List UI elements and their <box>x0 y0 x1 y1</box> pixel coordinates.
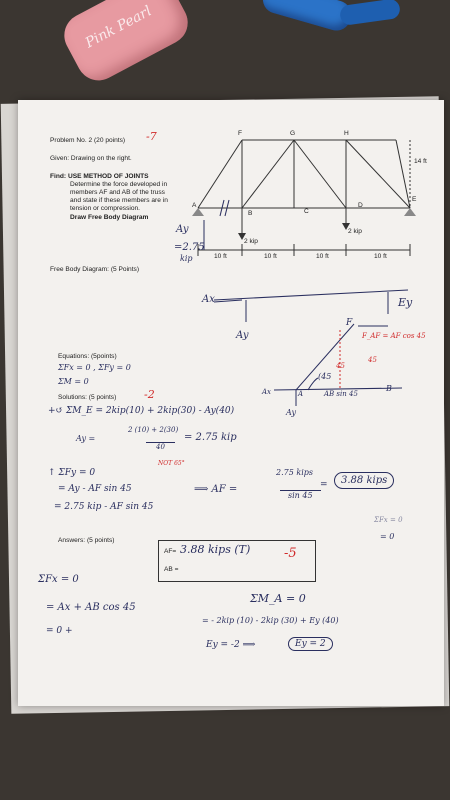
load-d-label: 2 kip <box>348 228 362 235</box>
find-line-1: Determine the force developed in <box>70 181 168 188</box>
member-bg <box>242 140 294 208</box>
fx-line-2: = 0 + <box>46 626 73 636</box>
answer-grade: -5 <box>284 546 297 561</box>
angle-arc <box>308 378 318 390</box>
sol-ay-lhs: Ay = <box>76 434 96 443</box>
equation-2: ΣM = 0 <box>58 377 89 386</box>
grade-solutions: -2 <box>144 388 155 401</box>
ay-label: Ay <box>176 224 189 235</box>
height-label: 14 ft <box>414 158 427 165</box>
member-gd <box>294 140 346 208</box>
span-1: 10 ft <box>214 253 227 260</box>
support-e <box>404 208 416 216</box>
pink-eraser <box>57 0 196 88</box>
sol-moment: +↺ ΣM_E = 2kip(10) + 2kip(30) - Ay(40) <box>48 406 235 416</box>
joint-ab-label: AB sin 45 <box>324 390 358 398</box>
not-65-note: NOT 65° <box>158 460 185 467</box>
given-line: Given: Drawing on the right. <box>50 155 132 162</box>
joint-ay-label: Ay <box>286 408 296 417</box>
find-line-3: and state if these members are in <box>70 197 168 204</box>
af-equals: = <box>320 480 328 490</box>
sol-fy: ↑ ΣFy = 0 <box>48 468 96 478</box>
fbd-heading: Free Body Diagram: (5 Points) <box>50 266 140 273</box>
span-3: 10 ft <box>316 253 329 260</box>
arrow-af: ⟹ AF = <box>194 484 238 495</box>
sol-ay-num: 2 (10) + 2(30) <box>128 426 179 434</box>
right-zero: = 0 <box>380 532 395 541</box>
load-b-label: 2 kip <box>244 238 258 245</box>
af-boxed-result: 3.88 kips <box>334 472 394 489</box>
joint-b-label: B <box>386 384 392 393</box>
span-4: 10 ft <box>374 253 387 260</box>
node-d: D <box>358 202 363 209</box>
fbd-instruction: Draw Free Body Diagram <box>70 214 149 221</box>
ay-unit: kip <box>180 254 193 263</box>
fbd-ax-label: Ax <box>202 294 215 305</box>
ma-label: ΣM_A = 0 <box>250 592 306 605</box>
eraser-label: Pink Pearl <box>82 3 155 52</box>
ey-line: Ey = -2 ⟹ <box>206 640 256 650</box>
homework-sheet <box>18 100 444 706</box>
joint-a-label: A <box>298 390 304 398</box>
member-he <box>346 140 410 208</box>
angle-45-red: 45 <box>368 356 377 364</box>
joint-f-label: F <box>346 318 353 328</box>
af-denominator: sin 45 <box>280 490 321 500</box>
fbd-ax-arrow <box>214 300 242 302</box>
blue-pen-cap <box>339 0 401 26</box>
find-word: Find: <box>50 173 67 180</box>
ma-line: = - 2kip (10) - 2kip (30) + Ey (40) <box>202 616 339 625</box>
equations-heading: Equations: (5points) <box>58 353 117 360</box>
sol-ay-den: 40 <box>146 442 175 451</box>
joint-force-label: F_AF = AF cos 45 <box>362 332 426 340</box>
member-he2 <box>396 140 410 208</box>
fbd-beam <box>214 290 408 300</box>
fx-label: ΣFx = 0 <box>38 574 79 585</box>
node-c: C <box>304 208 309 215</box>
ey-boxed-result: Ey = 2 <box>288 637 333 651</box>
find-method: USE METHOD OF JOINTS <box>67 173 149 180</box>
joint-ax-label: Ax <box>262 388 272 396</box>
answer-af-value: 3.88 kips (T) <box>180 543 251 556</box>
sol-fy-line-3: = 2.75 kip - AF sin 45 <box>54 502 154 512</box>
node-f: F <box>238 130 243 137</box>
problem-title: Problem No. 2 (20 points) <box>50 137 126 144</box>
ay-value: =2.75 <box>174 242 205 253</box>
angle-label: (45 <box>318 372 332 381</box>
node-g: G <box>290 130 296 137</box>
right-fx: ΣFx = 0 <box>374 516 403 524</box>
find-line-2: members AF and AB of the truss <box>70 189 165 196</box>
member-af <box>198 140 242 208</box>
grade-top: -7 <box>146 130 157 143</box>
solutions-heading: Solutions: (5 points) <box>58 394 117 401</box>
equation-1: ΣFx = 0 , ΣFy = 0 <box>58 363 131 372</box>
fbd-ay-label: Ay <box>236 330 249 341</box>
fbd-ey-label: Ey <box>398 296 413 309</box>
node-b: B <box>248 210 253 217</box>
node-a: A <box>192 202 197 209</box>
fx-line: = Ax + AB cos 45 <box>46 602 136 613</box>
answer-ab-label: AB = <box>164 566 179 573</box>
node-e: E <box>412 196 417 203</box>
answers-heading: Answers: (5 points) <box>58 537 115 544</box>
angle-label-2: 45 <box>336 362 345 370</box>
af-numerator: 2.75 kips <box>276 468 313 477</box>
span-2: 10 ft <box>264 253 277 260</box>
node-h: H <box>344 130 349 137</box>
find-line-4: tension or compression. <box>70 205 141 212</box>
sol-ay-result: = 2.75 kip <box>184 432 237 443</box>
sol-fy-line-2: = Ay - AF sin 45 <box>58 484 132 494</box>
answer-af-label: AF= <box>164 548 177 555</box>
